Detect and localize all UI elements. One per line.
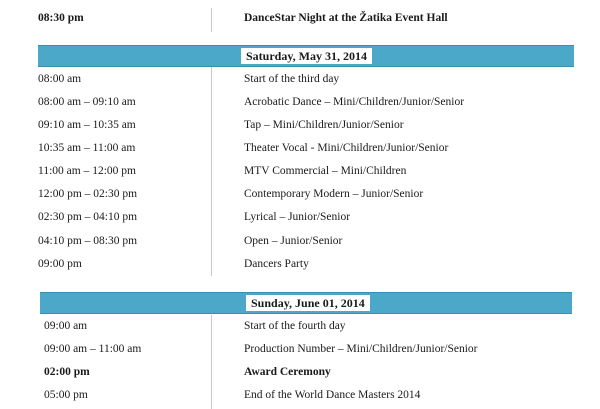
day-header-sunday — [40, 292, 572, 314]
schedule-row — [0, 114, 600, 137]
row-time: 08:00 am – 09:10 am — [38, 96, 136, 108]
row-time: 05:00 pm — [44, 389, 88, 401]
schedule-row — [0, 160, 600, 183]
schedule-row — [0, 230, 600, 253]
row-time: 10:35 am – 11:00 am — [38, 142, 136, 154]
schedule-row — [0, 91, 600, 114]
row-event: Contemporary Modern – Junior/Senior — [244, 188, 424, 200]
schedule-row — [0, 206, 600, 229]
schedule-row — [0, 68, 600, 91]
row-event: DanceStar Night at the Žatika Event Hall — [244, 12, 448, 24]
row-event: Award Ceremony — [244, 366, 331, 378]
schedule-row — [0, 183, 600, 206]
day-header-saturday — [38, 45, 574, 67]
row-event: Tap – Mini/Children/Junior/Senior — [244, 119, 404, 131]
row-event: Dancers Party — [244, 258, 309, 270]
schedule-row — [0, 137, 600, 160]
row-time: 08:30 pm — [38, 12, 84, 24]
schedule-row — [0, 361, 600, 384]
row-time: 09:00 am — [44, 320, 88, 332]
schedule-row — [0, 338, 600, 361]
row-event: Production Number – Mini/Children/Junior/Senior — [244, 343, 478, 355]
schedule-row — [0, 315, 600, 338]
schedule-row — [0, 253, 600, 276]
row-event: Acrobatic Dance – Mini/Children/Junior/Senior — [244, 96, 465, 108]
row-time: 02:00 pm — [44, 366, 90, 378]
schedule-row — [0, 7, 600, 30]
day-header-label: Saturday, May 31, 2014 — [241, 48, 372, 64]
row-time: 04:10 pm – 08:30 pm — [38, 235, 138, 247]
day-header-label: Sunday, June 01, 2014 — [246, 295, 370, 311]
row-event: Theater Vocal - Mini/Children/Junior/Senior — [244, 142, 449, 154]
row-time: 02:30 pm – 04:10 pm — [38, 211, 138, 223]
row-event: Open – Junior/Senior — [244, 235, 343, 247]
row-time: 09:00 am – 11:00 am — [44, 343, 142, 355]
row-time: 08:00 am — [38, 73, 82, 85]
row-event: Lyrical – Junior/Senior — [244, 211, 351, 223]
schedule-row — [0, 384, 600, 407]
row-time: 11:00 am – 12:00 pm — [38, 165, 136, 177]
row-event: MTV Commercial – Mini/Children — [244, 165, 407, 177]
row-event: Start of the third day — [244, 73, 340, 85]
row-event: Start of the fourth day — [244, 320, 346, 332]
row-event: End of the World Dance Masters 2014 — [244, 389, 421, 401]
row-time: 12:00 pm – 02:30 pm — [38, 188, 138, 200]
row-time: 09:10 am – 10:35 am — [38, 119, 136, 131]
row-time: 09:00 pm — [38, 258, 82, 270]
